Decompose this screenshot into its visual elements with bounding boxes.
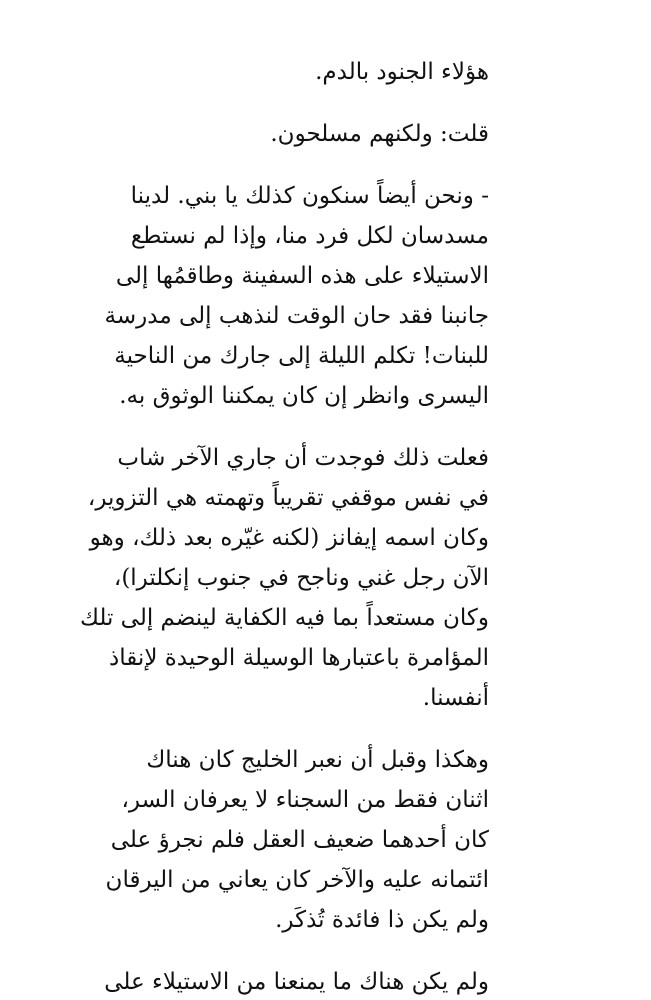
text-line: ولم يكن هناك ما يمنعنا من الاستيلاء على (104, 969, 489, 995)
text-line: وكان مستعداً بما فيه الكفاية لينضم إلى تلك (79, 605, 489, 631)
text-line: أنفسنا. (422, 685, 489, 711)
text-line: وكان اسمه إيفانز (لكنه غيّره بعد ذلك، وهو (89, 525, 489, 551)
text-line: جانبنا فقد حان الوقت لنذهب إلى مدرسة (104, 303, 489, 329)
text-line: المؤامرة باعتبارها الوسيلة الوحيدة لإنقاذ (109, 645, 489, 671)
page-text-column (79, 52, 489, 1000)
text-line: كان أحدهما ضعيف العقل فلم نجرؤ على (110, 827, 489, 853)
text-line: اثنان فقط من السجناء لا يعرفان السر، (121, 787, 489, 813)
text-line: للبنات! تكلم الليلة إلى جارك من الناحية (114, 343, 489, 369)
paragraph (164, 114, 489, 154)
text-line: الاستيلاء على هذه السفينة وطاقمُها إلى (115, 263, 489, 289)
text-line: ائتمانه عليه والآخر كان يعاني من اليرقان (105, 867, 489, 893)
paragraph (104, 176, 489, 416)
text-line: قلت: ولكنهم مسلحون. (270, 121, 489, 147)
text-line: الآن رجل غني وناجح في جنوب إنكلترا)، (113, 565, 489, 591)
text-line: - ونحن أيضاً سنكون كذلك يا بني. لدينا (130, 183, 489, 209)
paragraph (105, 740, 489, 940)
text-line: فعلت ذلك فوجدت أن جاري الآخر شاب (117, 445, 489, 471)
paragraph (164, 52, 489, 92)
text-line: في نفس موقفي تقريباً وتهمته هي التزوير، (87, 485, 489, 511)
text-line: هؤلاء الجنود بالدم. (315, 59, 489, 85)
text-line: ولم يكن ذا فائدة تُذكَر. (275, 907, 489, 933)
paragraph (79, 438, 489, 718)
paragraph (104, 962, 489, 1000)
text-line: وهكذا وقبل أن نعبر الخليج كان هناك (146, 747, 489, 773)
text-line: مسدسان لكل فرد منا، وإذا لم نستطع (130, 223, 489, 249)
text-line: اليسرى وانظر إن كان يمكننا الوثوق به. (119, 383, 489, 409)
